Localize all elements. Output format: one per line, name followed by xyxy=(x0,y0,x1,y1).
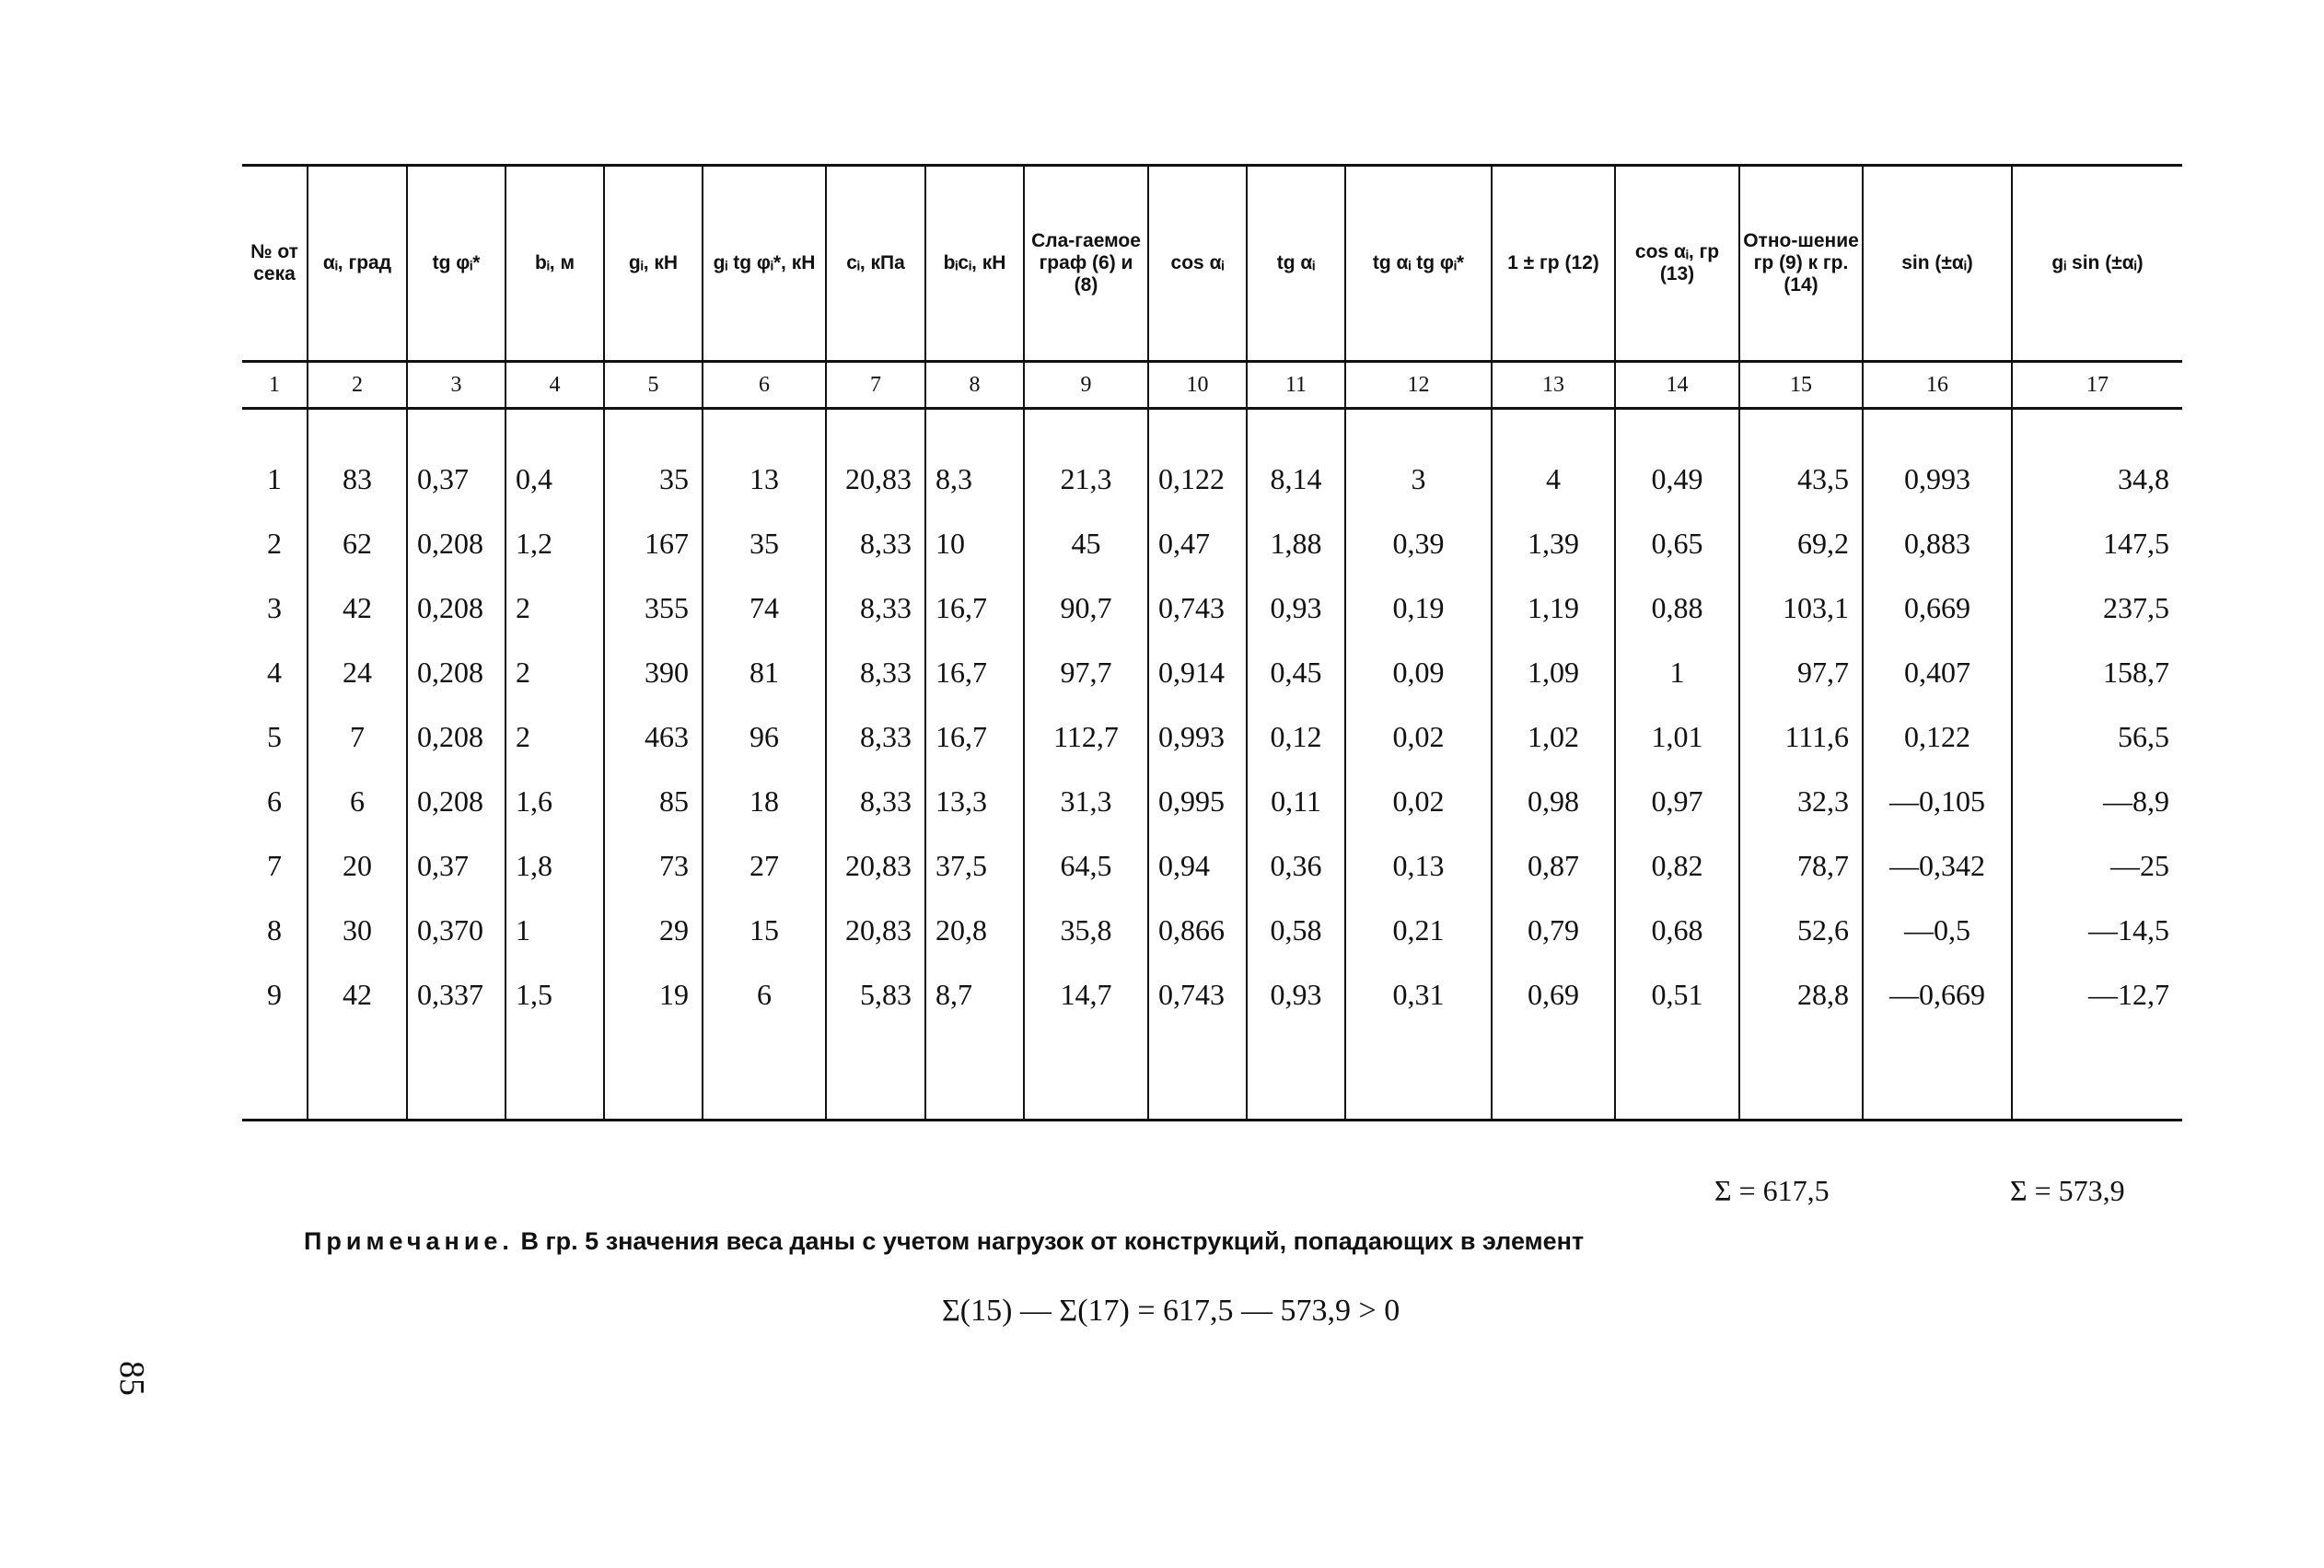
table-cell: 8,33 xyxy=(826,769,925,833)
table-cell: 0,98 xyxy=(1492,769,1615,833)
table-cell: 19 xyxy=(604,962,703,1027)
spacer-cell xyxy=(604,409,703,447)
spacer-cell xyxy=(1247,1027,1345,1121)
table-row xyxy=(242,769,2182,833)
column-header: gᵢ sin (±αᵢ) xyxy=(2012,166,2182,362)
table-cell: 0,31 xyxy=(1345,962,1492,1027)
table-cell: 42 xyxy=(308,962,407,1027)
sum-column-17: Σ = 573,9 xyxy=(2010,1174,2125,1207)
spacer-cell xyxy=(1739,409,1863,447)
spacer-cell xyxy=(703,1027,826,1121)
table-cell: 1,09 xyxy=(1492,640,1615,704)
table-cell: 0,995 xyxy=(1148,769,1247,833)
table-cell: 7 xyxy=(308,704,407,769)
column-number: 4 xyxy=(505,362,604,409)
table-cell: 35 xyxy=(604,447,703,511)
table-cell: 0,39 xyxy=(1345,511,1492,575)
column-header: tg αᵢ tg φᵢ* xyxy=(1345,166,1492,362)
table-cell: 7 xyxy=(267,848,282,882)
table-cell: 0,12 xyxy=(1247,704,1345,769)
column-number: 13 xyxy=(1492,362,1615,409)
table-cell: 0,79 xyxy=(1492,898,1615,962)
table-row xyxy=(242,833,2182,898)
table-cell: 0,37 xyxy=(407,447,505,511)
table-cell: 97,7 xyxy=(1739,640,1863,704)
table-cell: 237,5 xyxy=(2012,575,2182,640)
table-cell: 20,83 xyxy=(826,447,925,511)
table-cell: 1,2 xyxy=(505,511,604,575)
table-cell: 0,993 xyxy=(1863,447,2012,511)
table-cell: 37,5 xyxy=(925,833,1024,898)
table-cell: 0,669 xyxy=(1863,575,2012,640)
table-cell: 0,914 xyxy=(1148,640,1247,704)
table-cell: 4 xyxy=(1492,447,1615,511)
table-cell: 10 xyxy=(925,511,1024,575)
column-number: 11 xyxy=(1247,362,1345,409)
spacer-cell xyxy=(826,409,925,447)
page-number: 85 xyxy=(112,1361,151,1396)
table-cell: 16,7 xyxy=(925,640,1024,704)
table-spacer-top xyxy=(242,409,2182,447)
table-cell: 0,4 xyxy=(505,447,604,511)
table-cell: 0,45 xyxy=(1247,640,1345,704)
table-cell: 6 xyxy=(703,962,826,1027)
table-cell: 355 xyxy=(604,575,703,640)
spacer-cell xyxy=(407,1027,505,1121)
table-cell: 85 xyxy=(604,769,703,833)
column-header: gᵢ, кН xyxy=(604,166,703,362)
table-cell: 0,407 xyxy=(1863,640,2012,704)
table-cell: 2 xyxy=(505,704,604,769)
spacer-cell xyxy=(1247,409,1345,447)
table-spacer-bottom xyxy=(242,1027,2182,1121)
table-cell: 3 xyxy=(1345,447,1492,511)
column-header: cos αᵢ, гр (13) xyxy=(1615,166,1739,362)
table-cell: 8,33 xyxy=(826,511,925,575)
table-cell: 8,33 xyxy=(826,575,925,640)
table-cell: 35,8 xyxy=(1024,898,1148,962)
table-cell: 463 xyxy=(604,704,703,769)
spacer-cell xyxy=(1739,1027,1863,1121)
column-header: cᵢ, кПа xyxy=(826,166,925,362)
table-cell: 20,8 xyxy=(925,898,1024,962)
table-cell: 43,5 xyxy=(1739,447,1863,511)
column-number: 10 xyxy=(1148,362,1247,409)
table-cell: 8,33 xyxy=(826,704,925,769)
table-cell: 83 xyxy=(308,447,407,511)
spacer-cell xyxy=(1863,1027,2012,1121)
column-number: 5 xyxy=(604,362,703,409)
spacer-cell xyxy=(925,1027,1024,1121)
table-cell: 390 xyxy=(604,640,703,704)
table-cell: 30 xyxy=(308,898,407,962)
table-cell: 1,6 xyxy=(505,769,604,833)
table-cell: —0,342 xyxy=(1863,833,2012,898)
table-cell: 1,5 xyxy=(505,962,604,1027)
table-cell: 29 xyxy=(604,898,703,962)
column-header: Сла-гаемое граф (6) и (8) xyxy=(1024,166,1148,362)
table-cell: 0,97 xyxy=(1615,769,1739,833)
spacer-cell xyxy=(604,1027,703,1121)
table-cell: 0,370 xyxy=(407,898,505,962)
table-cell: 111,6 xyxy=(1739,704,1863,769)
table-cell: 18 xyxy=(703,769,826,833)
spacer-cell xyxy=(1148,1027,1247,1121)
table-cell: 0,36 xyxy=(1247,833,1345,898)
table-cell: 20 xyxy=(308,833,407,898)
spacer-cell xyxy=(1345,1027,1492,1121)
table-cell: 103,1 xyxy=(1739,575,1863,640)
table-cell: 0,02 xyxy=(1345,704,1492,769)
table-cell: 8,7 xyxy=(925,962,1024,1027)
table-cell: 5,83 xyxy=(826,962,925,1027)
table-cell: 0,47 xyxy=(1148,511,1247,575)
column-number: 1 xyxy=(242,362,308,409)
spacer-cell xyxy=(703,409,826,447)
table-cell: 8,14 xyxy=(1247,447,1345,511)
table-cell: 0,208 xyxy=(407,704,505,769)
table-cell: 1 xyxy=(505,898,604,962)
table-cell: 78,7 xyxy=(1739,833,1863,898)
table-row xyxy=(242,898,2182,962)
table-cell: 21,3 xyxy=(1024,447,1148,511)
spacer-cell xyxy=(505,409,604,447)
table-cell: 42 xyxy=(308,575,407,640)
table-cell: 0,122 xyxy=(1148,447,1247,511)
table-cell: 64,5 xyxy=(1024,833,1148,898)
table-cell: 0,94 xyxy=(1148,833,1247,898)
table-cell: 0,02 xyxy=(1345,769,1492,833)
table-cell: 52,6 xyxy=(1739,898,1863,962)
table-row xyxy=(242,640,2182,704)
column-number: 8 xyxy=(925,362,1024,409)
table-cell: 0,87 xyxy=(1492,833,1615,898)
note-lead: Примечание. xyxy=(304,1227,514,1255)
table-cell: 0,13 xyxy=(1345,833,1492,898)
table-cell: 0,65 xyxy=(1615,511,1739,575)
spacer-cell xyxy=(1024,1027,1148,1121)
calculation-table-container xyxy=(242,164,2182,1121)
spacer-cell xyxy=(242,409,308,447)
table-cell: 73 xyxy=(604,833,703,898)
table-cell: 62 xyxy=(308,511,407,575)
table-cell: 0,11 xyxy=(1247,769,1345,833)
column-number: 16 xyxy=(1863,362,2012,409)
spacer-cell xyxy=(826,1027,925,1121)
table-cell: —0,5 xyxy=(1863,898,2012,962)
table-cell: —8,9 xyxy=(2012,769,2182,833)
table-cell: 0,883 xyxy=(1863,511,2012,575)
table-cell: 0,743 xyxy=(1148,575,1247,640)
table-cell: 0,37 xyxy=(407,833,505,898)
table-cell: 13,3 xyxy=(925,769,1024,833)
table-cell: 34,8 xyxy=(2012,447,2182,511)
table-cell: 15 xyxy=(703,898,826,962)
table-cell: 0,993 xyxy=(1148,704,1247,769)
table-cell: 0,208 xyxy=(407,640,505,704)
table-cell: 5 xyxy=(267,719,282,753)
table-cell: 0,82 xyxy=(1615,833,1739,898)
table-cell: 74 xyxy=(703,575,826,640)
column-number: 12 xyxy=(1345,362,1492,409)
table-cell: 0,51 xyxy=(1615,962,1739,1027)
table-cell: 20,83 xyxy=(826,898,925,962)
table-row xyxy=(242,447,2182,511)
table-cell: 16,7 xyxy=(925,704,1024,769)
table-cell: 1,02 xyxy=(1492,704,1615,769)
column-header: bᵢ, м xyxy=(505,166,604,362)
check-formula: Σ(15) — Σ(17) = 617,5 — 573,9 > 0 xyxy=(942,1294,1400,1328)
table-cell: 69,2 xyxy=(1739,511,1863,575)
table-cell: 0,21 xyxy=(1345,898,1492,962)
table-cell: 6 xyxy=(308,769,407,833)
column-number: 2 xyxy=(308,362,407,409)
spacer-cell xyxy=(407,409,505,447)
table-cell: 0,93 xyxy=(1247,575,1345,640)
table-cell: 13 xyxy=(703,447,826,511)
column-number: 14 xyxy=(1615,362,1739,409)
table-cell: 14,7 xyxy=(1024,962,1148,1027)
table-cell: 1 xyxy=(267,461,282,495)
table-cell: 45 xyxy=(1024,511,1148,575)
table-cell: 0,69 xyxy=(1492,962,1615,1027)
column-header: Отно-шение гр (9) к гр. (14) xyxy=(1739,166,1863,362)
table-header-row xyxy=(242,166,2182,362)
table-cell: 97,7 xyxy=(1024,640,1148,704)
table-cell: 4 xyxy=(267,655,282,689)
table-cell: 0,58 xyxy=(1247,898,1345,962)
table-cell: 31,3 xyxy=(1024,769,1148,833)
column-number: 7 xyxy=(826,362,925,409)
table-cell: 0,09 xyxy=(1345,640,1492,704)
table-cell: 0,208 xyxy=(407,511,505,575)
slope-stability-table xyxy=(242,164,2182,1121)
spacer-cell xyxy=(1024,409,1148,447)
column-header: αᵢ, град xyxy=(308,166,407,362)
table-cell: 8 xyxy=(267,912,282,947)
table-cell: 1,39 xyxy=(1492,511,1615,575)
spacer-cell xyxy=(308,409,407,447)
table-cell: 2 xyxy=(267,526,282,560)
table-cell: 96 xyxy=(703,704,826,769)
table-row xyxy=(242,704,2182,769)
table-cell: —0,105 xyxy=(1863,769,2012,833)
table-row xyxy=(242,962,2182,1027)
table-cell: 0,866 xyxy=(1148,898,1247,962)
spacer-cell xyxy=(308,1027,407,1121)
table-cell: 0,88 xyxy=(1615,575,1739,640)
table-cell: 3 xyxy=(267,590,282,624)
table-cell: 0,68 xyxy=(1615,898,1739,962)
table-cell: 32,3 xyxy=(1739,769,1863,833)
column-header: tg αᵢ xyxy=(1247,166,1345,362)
table-cell: 35 xyxy=(703,511,826,575)
table-cell: 1,8 xyxy=(505,833,604,898)
table-cell: 0,337 xyxy=(407,962,505,1027)
spacer-cell xyxy=(242,1027,308,1121)
table-cell: 56,5 xyxy=(2012,704,2182,769)
spacer-cell xyxy=(1863,409,2012,447)
spacer-cell xyxy=(2012,409,2182,447)
spacer-cell xyxy=(1615,409,1739,447)
table-cell: 24 xyxy=(308,640,407,704)
note-paragraph xyxy=(304,1227,1584,1256)
table-cell: 1 xyxy=(1615,640,1739,704)
table-cell: —12,7 xyxy=(2012,962,2182,1027)
table-cell: —14,5 xyxy=(2012,898,2182,962)
spacer-cell xyxy=(1615,1027,1739,1121)
table-cell: 90,7 xyxy=(1024,575,1148,640)
column-header: cos αᵢ xyxy=(1148,166,1247,362)
spacer-cell xyxy=(1492,409,1615,447)
column-number: 17 xyxy=(2012,362,2182,409)
table-cell: 147,5 xyxy=(2012,511,2182,575)
spacer-cell xyxy=(925,409,1024,447)
spacer-cell xyxy=(1345,409,1492,447)
table-cell: 0,19 xyxy=(1345,575,1492,640)
note-text: В гр. 5 значения веса даны с учетом нагрузок от конструкций, попадающих в элемент xyxy=(513,1227,1585,1255)
spacer-cell xyxy=(1492,1027,1615,1121)
table-cell: 27 xyxy=(703,833,826,898)
column-header: tg φᵢ* xyxy=(407,166,505,362)
table-cell: 9 xyxy=(267,977,282,1011)
column-header: bᵢcᵢ, кН xyxy=(925,166,1024,362)
table-cell: 1,01 xyxy=(1615,704,1739,769)
table-cell: 1,19 xyxy=(1492,575,1615,640)
table-cell: 0,49 xyxy=(1615,447,1739,511)
table-cell: 81 xyxy=(703,640,826,704)
table-cell: 112,7 xyxy=(1024,704,1148,769)
table-cell: 20,83 xyxy=(826,833,925,898)
table-cell: 0,743 xyxy=(1148,962,1247,1027)
table-cell: 2 xyxy=(505,640,604,704)
column-header: sin (±αᵢ) xyxy=(1863,166,2012,362)
column-number: 9 xyxy=(1024,362,1148,409)
table-cell: 158,7 xyxy=(2012,640,2182,704)
table-row xyxy=(242,575,2182,640)
table-cell: 0,208 xyxy=(407,575,505,640)
table-cell: 2 xyxy=(505,575,604,640)
table-cell: 16,7 xyxy=(925,575,1024,640)
table-cell: 8,33 xyxy=(826,640,925,704)
spacer-cell xyxy=(1148,409,1247,447)
table-row xyxy=(242,511,2182,575)
column-header: № от сека xyxy=(242,166,308,362)
table-cell: 167 xyxy=(604,511,703,575)
table-cell: 1,88 xyxy=(1247,511,1345,575)
table-cell: 0,208 xyxy=(407,769,505,833)
table-cell: —25 xyxy=(2012,833,2182,898)
column-header: gᵢ tg φᵢ*, кН xyxy=(703,166,826,362)
column-number: 6 xyxy=(703,362,826,409)
table-cell: —0,669 xyxy=(1863,962,2012,1027)
spacer-cell xyxy=(2012,1027,2182,1121)
column-number: 3 xyxy=(407,362,505,409)
column-number: 15 xyxy=(1739,362,1863,409)
table-cell: 28,8 xyxy=(1739,962,1863,1027)
table-cell: 8,3 xyxy=(925,447,1024,511)
table-cell: 0,122 xyxy=(1863,704,2012,769)
sum-column-15: Σ = 617,5 xyxy=(1714,1174,1830,1207)
column-header: 1 ± гр (12) xyxy=(1492,166,1615,362)
spacer-cell xyxy=(505,1027,604,1121)
column-number-row xyxy=(242,362,2182,409)
table-cell: 0,93 xyxy=(1247,962,1345,1027)
table-cell: 6 xyxy=(267,784,282,818)
